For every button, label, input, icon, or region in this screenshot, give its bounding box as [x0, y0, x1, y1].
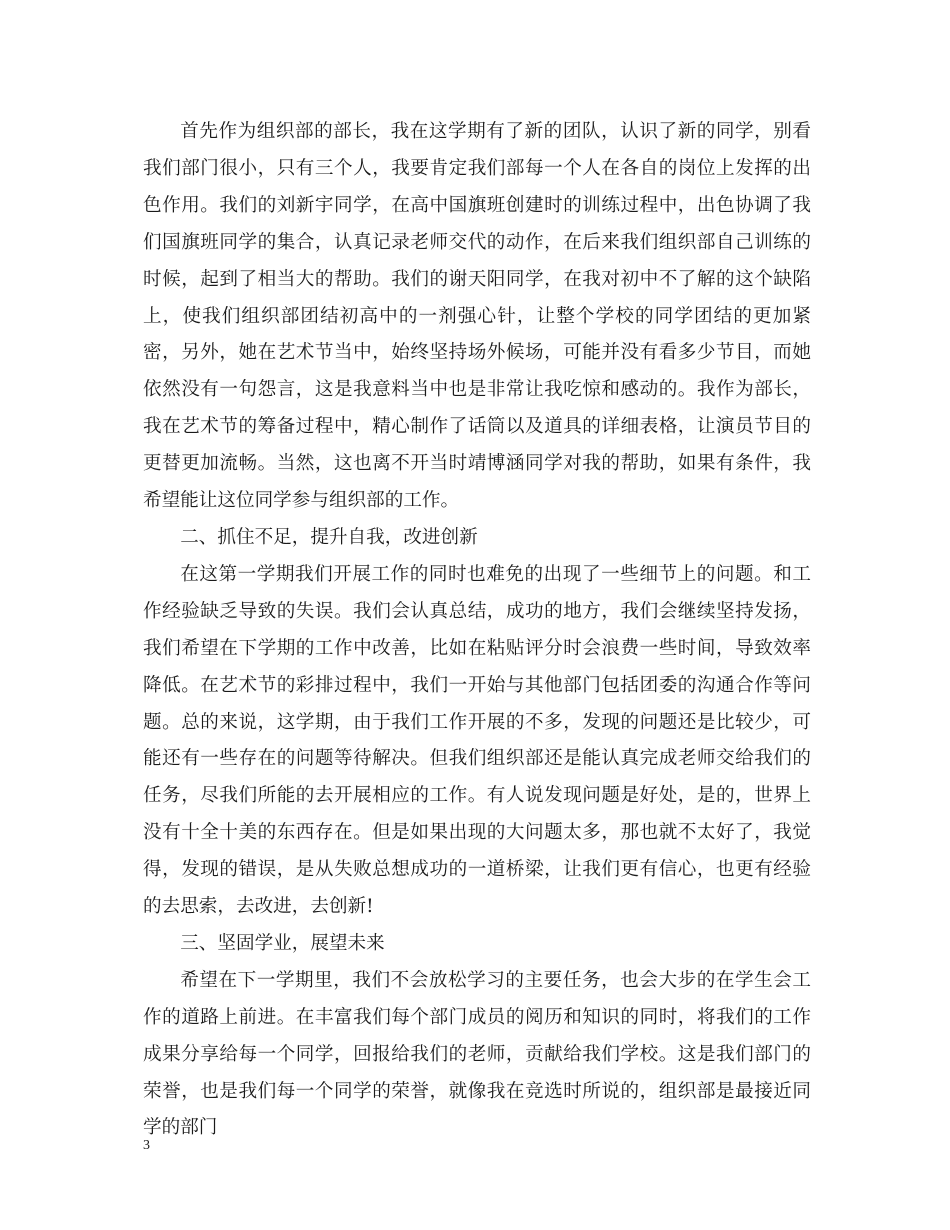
paragraph-department-members: 首先作为组织部的部长，我在这学期有了新的团队，认识了新的同学，别看我们部门很小，只有三个人，我要肯定我们部每一个人在各自的岗位上发挥的出色作用。我们的刘新宇同学，在高中国旗班创建时的训练过程中，出色协调了我们国旗班同学的集合，认真记录老师交代的动作，在后来我们组织部自己训练的时候，起到了相当大的帮助。我们的谢天阳同学，在我对初中不了解的这个缺陷上，使我们组织部团结初高中的一剂强心针，让整个学校的同学团结的更加紧密，另外，她在艺术节当中，始终坚持场外候场，可能并没有看多少节目，而她依然没有一句怨言，这是我意料当中也是非常让我吃惊和感动的。我作为部长，我在艺术节的筹备过程中，精心制作了话筒以及道具的详细表格，让演员节目的更替更加流畅。当然，这也离不开当时靖博涵同学对我的帮助，如果有条件，我希望能让这位同学参与组织部的工作。	[143, 121, 811, 512]
body-text	[143, 114, 811, 1147]
paragraph-shortcomings: 在这第一学期我们开展工作的同时也难免的出现了一些细节上的问题。和工作经验缺乏导致的失误。我们会认真总结，成功的地方，我们会继续坚持发扬，我们希望在下学期的工作中改善，比如在粘贴评分时会浪费一些时间，导致效率降低。在艺术节的彩排过程中，我们一开始与其他部门包括团委的沟通合作等问题。总的来说，这学期，由于我们工作开展的不多，发现的问题还是比较少，可能还有一些存在的问题等待解决。但我们组织部还是能认真完成老师交给我们的任务，尽我们所能的去开展相应的工作。有人说发现问题是好处，是的，世界上没有十全十美的东西存在。但是如果出现的大问题太多，那也就不太好了，我觉得，发现的错误，是从失败总想成功的一道桥梁，让我们更有信心，也更有经验的去思索，去改进，去创新!	[143, 563, 811, 918]
paragraph-future-outlook: 希望在下一学期里，我们不会放松学习的主要任务，也会大步的在学生会工作的道路上前进。在丰富我们每个部门成员的阅历和知识的同时，将我们的工作成果分享给每一个同学，回报给我们的老师，贡献给我们学校。这是我们部门的荣誉，也是我们每一个同学的荣誉，就像我在竞选时所说的，组织部是最接近同学的部门	[143, 969, 811, 1139]
heading-section-two: 二、抓住不足，提升自我，改进创新	[180, 526, 478, 548]
page-number: 3	[143, 1138, 150, 1153]
heading-section-three: 三、坚固学业，展望未来	[180, 932, 385, 954]
